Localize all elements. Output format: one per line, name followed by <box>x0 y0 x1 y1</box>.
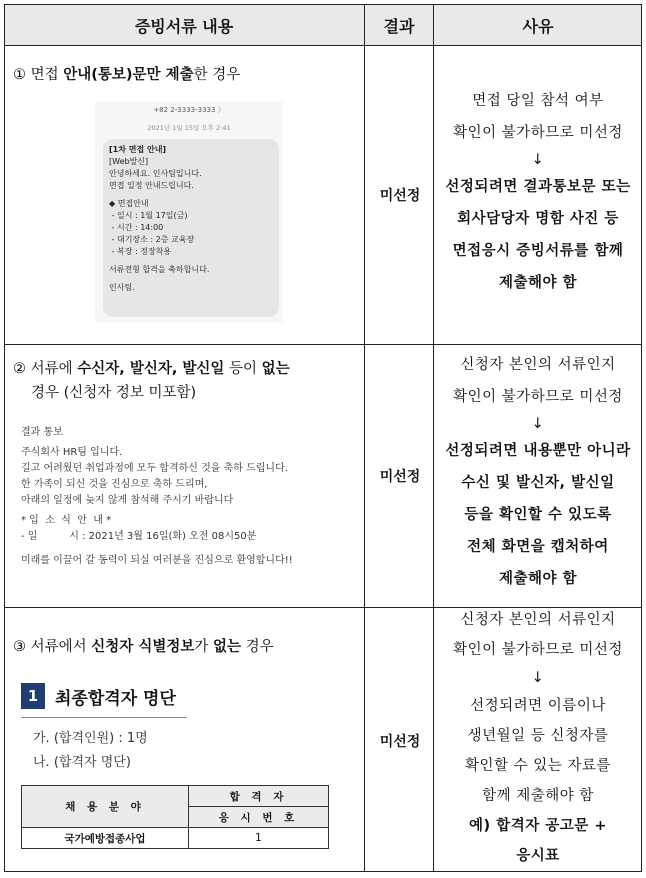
message-bubble: [1차 면접 안내] [Web발신] 안녕하세요. 인사팀입니다. 면접 일정 안내드립니다. ◆ 면접안내 - 일시 : 1월 17일(금) - 시간 : 14:00 - 대기장소 : 2층 교육장 - 복장 : 정장착용 서류전형 합격을 축하합니다. 인사팀. <box>103 139 279 317</box>
divider <box>364 5 365 871</box>
col-exam-number: 응 시 번 호 <box>189 807 329 828</box>
divider <box>5 344 641 345</box>
roster-list-label: 나. (합격자 명단) <box>33 755 131 770</box>
col-field: 채 용 분 야 <box>22 786 189 828</box>
cell-field: 국가예방접종사업 <box>22 828 189 849</box>
cell-exam-number: 1 <box>189 828 329 849</box>
row3-reason: 신청자 본인의 서류인지 확인이 불가하므로 미선정 ↓ 선정되려면 이름이나 생년월일 등 신청자를 확인할 수 있는 자료를 함께 제출해야 함 예) 합격자 공고문 + 응시표 <box>453 612 623 864</box>
section-number: 1 <box>21 683 45 709</box>
header-result: 결과 <box>383 16 415 36</box>
divider <box>433 5 434 871</box>
roster-heading <box>21 683 187 718</box>
row2-title: ② 서류에 수신자, 발신자, 발신일 등이 없는 경우 (신청자 정보 미포함) <box>13 361 290 401</box>
header-content: 증빙서류 내용 <box>134 16 234 36</box>
row1-title: ① 면접 안내(통보)문만 제출한 경우 <box>13 67 241 83</box>
row2-result: 미선정 <box>379 469 421 485</box>
message-date: 2021년 1월 15일 오후 2:41 <box>147 124 231 132</box>
row2-reason: 신청자 본인의 서류인지 확인이 불가하므로 미선정 ↓ 선정되려면 내용뿐만 아니라 수신 및 발신자, 발신일 등을 확인할 수 있도록 전체 화면을 캡처하여 제출해야 함 <box>445 357 631 587</box>
sms-screenshot <box>95 101 283 323</box>
row1-result: 미선정 <box>379 187 421 204</box>
roster-count: 가. (합격인원) : 1명 <box>33 731 148 746</box>
sender-number: +82 2-3333-3333 〉 <box>153 106 225 114</box>
row3-result: 미선정 <box>379 733 421 750</box>
roster-table <box>21 785 329 849</box>
row1-reason: 면접 당일 참석 여부 확인이 불가하므로 미선정 ↓ 선정되려면 결과통보문 또는 회사담당자 명함 사진 등 면접응시 증빙서류를 함께 제출해야 함 <box>445 93 631 291</box>
roster-title: 최종합격자 명단 <box>55 689 176 709</box>
col-pass: 합 격 자 <box>189 786 329 807</box>
header-reason: 사유 <box>522 16 554 36</box>
evidence-table <box>4 4 642 872</box>
result-notice-letter: 결과 통보 주식회사 HR팀 입니다. 길고 어려웠던 취업과정에 모두 합격하신 것을 축하 드립니다. 한 가족이 되신 것을 진심으로 축하 드리며, 아래의 일정에 늦지 않게 참석해 주시기 바랍니다 * 입 소 식 안 내 * - 일 시 : 2021년 3월 16일(화) 오전 08시50분 미래를 이끌어 갈 동력이 되실 여러분을 진심으로 환영합니다!! <box>21 427 293 566</box>
row3-title: ③ 서류에서 신청자 식별정보가 없는 경우 <box>13 639 274 655</box>
